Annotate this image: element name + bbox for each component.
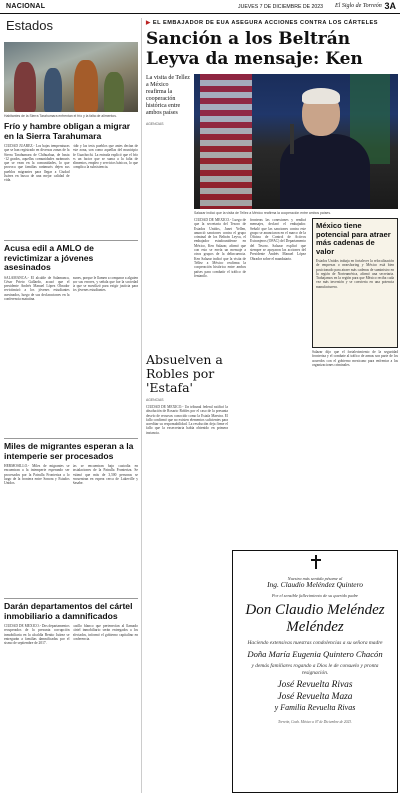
photo-caption: Habitantes de la Sierra Tarahumara enfrentan el frío y la falta de alimentos.: [4, 114, 117, 118]
figure-person: [44, 68, 62, 112]
page-header: [0, 0, 400, 14]
story-amlo: [4, 244, 138, 426]
issue-date: JUEVES 7 DE DICIEMBRE DE 2023: [238, 3, 324, 10]
story-robles: [146, 353, 228, 785]
obit-family-note: y demás familiares rogando a Dios le de consuelo y pronta resignación.: [251, 663, 379, 676]
triangle-icon: ▶: [146, 20, 153, 26]
story-text: CIUDAD DE MÉXICO.- Un tribunal federal ratificó la absolución de Rosario Robles por el caso de la presunta desvío de recursos conocido como la Estafa Maestra. El fallo confirmó que no existen elementos suficientes para acreditar su responsabilidad. La resolución deja firme el fallo que la exsecretaria había obtenido en primera instancia.: [146, 405, 228, 435]
mexico-box: [312, 218, 398, 348]
story-text: fronteras las conexiones y rendirá mensajes, declaró el embajador. Señaló que las sanciones contra este grupo se anunciaron en el marco de la Oficina de Control de Activos Extranjeros (OFAC) del Departamento del Tesoro. Salazar explicó que siempre se apoyaron las acciones del Presidente Andrés Manuel López Obrador sobre el mandatario.: [250, 218, 306, 261]
story-migrantes: [4, 442, 138, 584]
divider: [4, 438, 138, 439]
divider: [4, 598, 138, 599]
story-text: SALAMANCA.- El alcalde de Salamanca, César Prieto Gallardo, acusó que el presidente Andrés Manuel López Obrador revictimizó a los jóvenes estudiantes asesinados, luego de sus declaraciones en la conferencia matutina.: [4, 275, 70, 301]
story-text: Salazar dijo que el fortalecimiento de la seguridad fronteriza y el combate al tráfico de armas son parte de los acuerdos con el gobierno mexicano para enfrentar a las organizaciones criminales.: [312, 350, 398, 367]
obit-signer: José Revuelta Maza: [277, 691, 353, 702]
flag-usa: [200, 74, 252, 209]
story-headline: Darán departamentos del cártel inmobiliario a damnificados: [4, 601, 133, 621]
obit-condolence: Hacíendo extensivas nuestras condolencias a su señora madre: [247, 640, 383, 647]
story-text: CIUDAD JUÁREZ.- Los bajas temperaturas que se han registrado en diversas zonas de la Sierra Tarahumara de Chihuahua, de hasta -12 grados, aquellas comunidades rarámuris que se vean en la comunidades, lo que provoca que familias rarámuris dejen sus pueblos migrantes para llegar a Ciudad Juárez en busca de una mejor calidad de vida.: [4, 144, 70, 183]
story-headline: Frío y hambre obligan a migrar en la Sierra Tarahumara: [4, 121, 131, 141]
figure-person: [74, 60, 98, 112]
story-text: ridir y las tesis pueblos que antes decían de este zona, son como aquellas del municipio de Guachochi. La entrada explicó que el frío es un factor que se suma a la falta de alimentos, empleo y servicios básicos, lo que complica la subsistencia.: [72, 144, 138, 170]
story-text: casillo blanco que pertenecían al llamado cártel inmobiliario serán entregados a los afectados, informó el gobierno capitalino en conferencia.: [72, 624, 138, 641]
kicker: [146, 20, 378, 26]
obit-deceased-name: Don Claudio Meléndez Meléndez: [245, 602, 385, 636]
story-text: las se encuentran bajo custodia en instalaciones de la Patrulla Fronteriza. Se estimó que más de 3,500 personas se encuentran en espera cerca de Lukeville y Sasabe.: [72, 464, 138, 486]
figure-hair: [302, 88, 340, 104]
main-column: [141, 18, 397, 793]
tarahumara-photo: [4, 42, 138, 112]
salazar-photo: [194, 74, 398, 209]
story-headline: Miles de migrantes esperan a la intemperie ser procesados: [4, 441, 134, 461]
main-headline: Sanción a los Beltrán Leyva da mensaje: Ken: [146, 29, 363, 69]
section-title: Estados: [6, 18, 53, 33]
photo-caption: Salazar indicó que la visita de Tellez a México reafirma la cooperación entre ambos países.: [194, 211, 331, 215]
figure-person: [14, 62, 36, 112]
page-number: 3A: [384, 1, 396, 11]
newspaper-brand: El Siglo de Torreón: [335, 3, 382, 9]
microphone: [290, 124, 294, 154]
story-headline: Absuelven a Robles por 'Estafa': [146, 352, 223, 395]
story-departamentos: [4, 602, 138, 784]
story-headline: Acusa edil a AMLO de revictimizar a jóvenes asesinados: [4, 243, 94, 272]
obit-signer: José Revuelta Rivas: [277, 680, 353, 691]
obit-intro: Nuestra más sentida pésame al: [287, 576, 343, 581]
byline: AGENCIAS: [146, 122, 164, 126]
obituary-box: [232, 550, 398, 793]
obit-place-date: Torreón, Coah. México a 07 de Diciembre de 2023.: [278, 719, 352, 724]
deck-text: La visita de Tellez a México reafirma la cooperación histórica entre ambos países: [146, 75, 190, 116]
byline: AGENCIAS: [146, 398, 164, 402]
box-headline: México tiene potencial para atraer más cadenas de valor: [316, 221, 391, 256]
box-text: Estados Unidos trabaja en fortalecer la relocalización de empresas o nearshoring y México está bien posicionado para atraer más cadenas de suministro en la región de Norteamérica, afirmó una secretaria. Trabajamos en la región para que México reciba cada vez más inversión y se convierta en una potencia manufacturera.: [316, 259, 394, 289]
kicker-text: EL EMBAJADOR DE EUA ASEGURA ACCIONES CONTRA LOS CÁRTELES: [152, 20, 378, 26]
story-text: nunes, porque le llamen a comparar a alguien por sus errores, y señala que fue la sociedad la que se movilizó para exigir justicia para los jóvenes estudiantes.: [72, 275, 138, 293]
story-text: CIUDAD DE MÉXICO.- Dos departamentos recuperados de la presunta corrupción inmobiliaria en la alcaldía Benito Juárez se entregarán a familias damnificadas por el sismo de septiembre de 2017.: [4, 624, 70, 646]
cross-icon: [311, 555, 321, 569]
mex-continuation: [312, 350, 398, 540]
deck: [146, 75, 190, 128]
story-text: CIUDAD DE MÉXICO.- Luego de que la secretaria del Tesoro de Estados Unidos, Janet Yellen, anunció sanciones contra el grupo criminal de los Beltrán Leyva, el embajador estadounidense en México, Ken Salazar, afirmó que con esto se envía un mensaje a otros grupos de la delincuencia. Ken Salazar indicó que la visita de Tellez a México reafirma la cooperación histórica entre ambos países para combatir el tráfico de fentanilo.: [194, 218, 246, 278]
story-text: HERMOSILLO.- Miles de migrantes se encuentran a la intemperie esperando ser procesados por la Patrulla Fronteriza a lo largo de la frontera entre Sonora y Estados Unidos.: [4, 464, 70, 486]
obit-mourn: Por el sensible fallecimiento de su querido padre: [271, 592, 359, 598]
obit-recipient: Ing. Claudio Meléndez Quintero: [267, 580, 363, 590]
story-tarahumara: [4, 122, 138, 234]
section-name: NACIONAL: [6, 3, 46, 10]
left-column: [4, 18, 138, 793]
figure-person: [104, 72, 124, 112]
obit-widow: Doña María Eugenia Quintero Chacón: [247, 649, 383, 660]
divider: [4, 240, 138, 241]
obit-signer: y Familia Revuelta Rivas: [274, 703, 356, 713]
